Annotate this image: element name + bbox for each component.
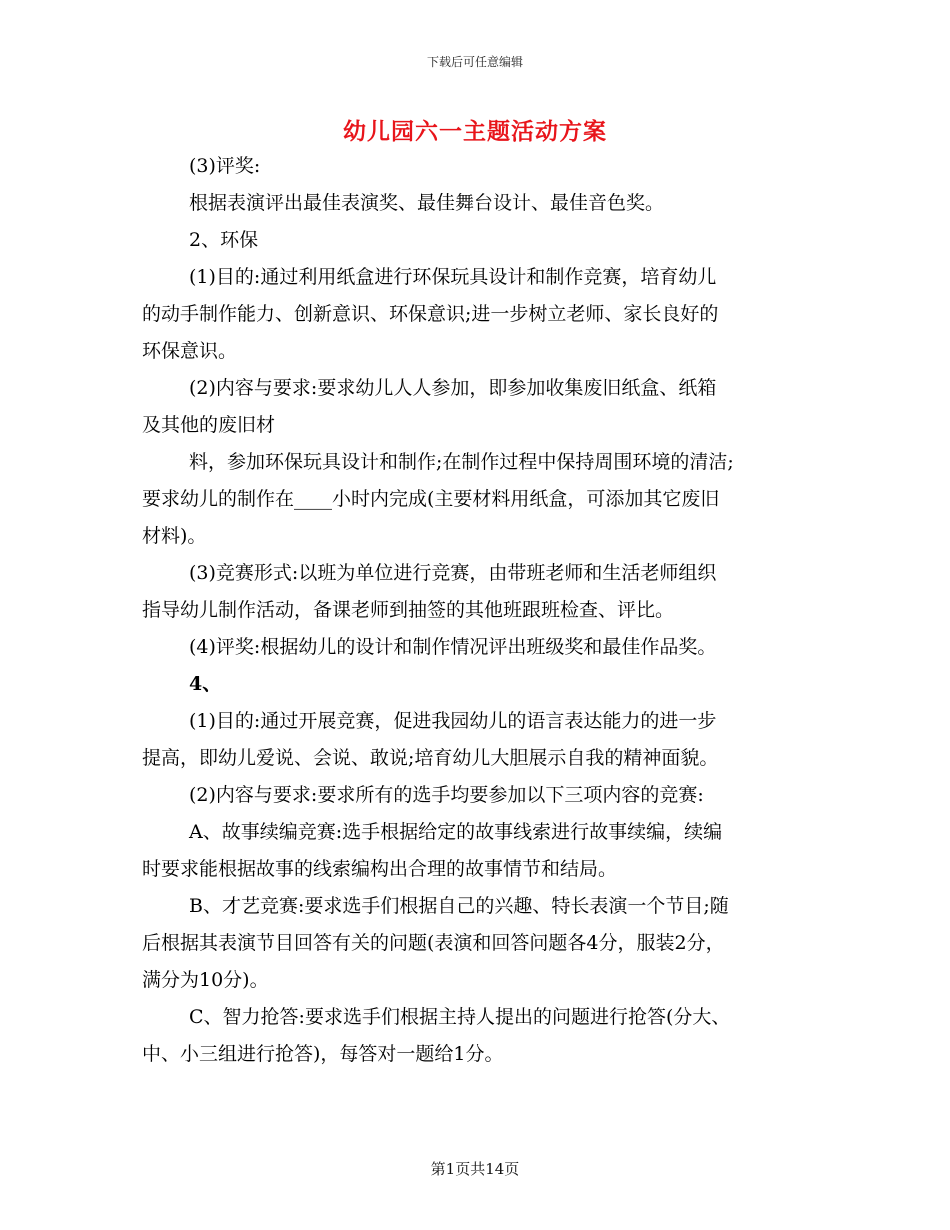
paragraph-line: 环保意识。 [142,340,238,362]
paragraph-line: 料，参加环保玩具设计和制作;在制作过程中保持周围环境的清洁; [189,451,734,473]
paragraph-line: 指导幼儿制作活动，备课老师到抽签的其他班跟班检查、评比。 [142,599,675,621]
paragraph-line: (3)竞赛形式:以班为单位进行竞赛，由带班老师和生活老师组织 [189,562,717,584]
paragraph-line: 提高，即幼儿爱说、会说、敢说;培育幼儿大胆展示自我的精神面貌。 [142,747,719,769]
document-body [142,148,822,1073]
paragraph-line: 材料)。 [142,525,207,547]
paragraph-line: 的动手制作能力、创新意识、环保意识;进一步树立老师、家长良好的 [142,303,719,325]
section-heading-line: 4、 [189,673,222,695]
page-number-footer: 第1页共14页 [430,1160,520,1178]
paragraph-line: (1)目的:通过利用纸盒进行环保玩具设计和制作竞赛，培育幼儿 [189,266,717,288]
paragraph-line: 满分为10分)。 [142,969,269,991]
paragraph-line: (3)评奖: [189,155,261,177]
document-title: 幼儿园六一主题活动方案 [343,118,607,145]
section-heading-line: 2、环保 [189,229,259,251]
header-note: 下载后可任意编辑 [426,55,523,69]
paragraph-line: A、故事续编竞赛:选手根据给定的故事线索进行故事续编，续编 [189,821,723,843]
paragraph-line: 根据表演评出最佳表演奖、最佳舞台设计、最佳音色奖。 [189,192,665,214]
paragraph-line: (2)内容与要求:要求幼儿人人参加，即参加收集废旧纸盒、纸箱 [189,377,717,399]
paragraph-line: 要求幼儿的制作在____小时内完成(主要材料用纸盒，可添加其它废旧 [142,488,720,510]
paragraph-line: (1)目的:通过开展竞赛，促进我园幼儿的语言表达能力的进一步 [189,710,717,732]
paragraph-line: (4)评奖:根据幼儿的设计和制作情况评出班级奖和最佳作品奖。 [189,636,717,658]
paragraph-line: 中、小三组进行抢答)，每答对一题给1分。 [142,1043,504,1065]
paragraph-line: C、智力抢答:要求选手们根据主持人提出的问题进行抢答(分大、 [189,1006,731,1028]
paragraph-line: 后根据其表演节目回答有关的问题(表演和回答问题各4分，服装2分， [142,932,725,954]
paragraph-line: 时要求能根据故事的线索编构出合理的故事情节和结局。 [142,858,618,880]
paragraph-line: (2)内容与要求:要求所有的选手均要参加以下三项内容的竞赛: [189,784,704,806]
paragraph-line: B、才艺竞赛:要求选手们根据自己的兴趣、特长表演一个节目;随 [189,895,729,917]
paragraph-line: 及其他的废旧材 [142,414,276,436]
